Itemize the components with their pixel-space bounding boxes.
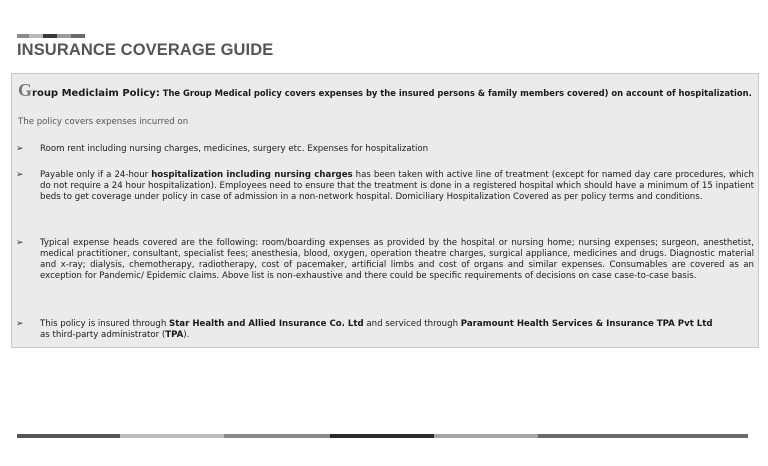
tpa-abbreviation: TPA — [165, 330, 184, 341]
list-item — [16, 170, 754, 203]
page-title: INSURANCE COVERAGE GUIDE — [17, 41, 274, 59]
heading-policy-name: roup Mediclaim Policy: — [32, 88, 160, 99]
bullet-text-segment: and serviced through — [363, 319, 461, 329]
policy-heading — [18, 80, 752, 101]
bullet-text-segment: has been taken with active line of treatment (except for named day care procedures, which do not require a 24 hour hospitalization). Employees need to ensure that the treatment is done in a registered hospital which should have a minimum of 15 inpatient beds to get coverage under policy in case of admission in a non-network hospital. Domiciliary Hospitalization Covered as per policy terms and conditions. — [40, 170, 754, 203]
footer-decoration-bar — [17, 434, 748, 438]
bullet-text-segment: Payable only if a 24-hour — [40, 170, 152, 180]
decoration-segment — [17, 434, 120, 438]
bullet-text-segment: ). — [183, 330, 190, 341]
arrow-bullet-icon: ➢ — [16, 170, 24, 180]
decoration-segment — [224, 434, 330, 438]
policy-panel — [11, 73, 759, 348]
list-item — [16, 144, 754, 155]
decoration-segment — [538, 434, 748, 438]
arrow-bullet-icon: ➢ — [16, 238, 24, 248]
tpa-name: Paramount Health Services & Insurance TPA Pvt Ltd — [460, 319, 713, 329]
arrow-bullet-icon: ➢ — [16, 144, 24, 154]
decoration-segment — [57, 34, 71, 38]
bullet-text-segment: as third-party administrator ( — [40, 330, 166, 341]
bullet-text: Typical expense heads covered are the following: room/boarding expenses as provided by the hospital or nursing home; nursing expenses; surgeon, anesthetist, medical practitioner, consultant, specialist fees; anesthesia, blood, oxygen, operation theatre charges, surgical appliance, medicines and drugs. Diagnostic material and x-ray; dialysis, chemotherapy, radiotherapy, cost of pacemaker, artificial limbs and cost of organs and similar expenses. Consumables are covered as an exception for Pandemic/ Epidemic claims. Above list is non-exhaustive and there could be specific requirements of decisions on case case-to-case basis. — [40, 238, 754, 282]
decoration-segment — [17, 34, 29, 38]
bullet-bold-segment: hospitalization including nursing charges — [151, 170, 353, 180]
decoration-segment — [71, 34, 85, 38]
bullet-text — [40, 319, 720, 341]
decoration-segment — [29, 34, 43, 38]
decoration-segment — [434, 434, 538, 438]
title-decoration-bar — [17, 34, 85, 38]
heading-drop-letter: G — [18, 80, 33, 100]
insurer-name: Star Health and Allied Insurance Co. Ltd — [169, 319, 364, 329]
bullet-text-segment: This policy is insured through — [40, 319, 169, 329]
intro-text: The policy covers expenses incurred on — [18, 117, 189, 127]
heading-description: The Group Medical policy covers expenses by the insured persons & family members covered) on account of hospitalization. — [162, 88, 752, 98]
decoration-segment — [330, 434, 434, 438]
decoration-segment — [120, 434, 224, 438]
bullet-text: Room rent including nursing charges, medicines, surgery etc. Expenses for hospitalization — [40, 144, 429, 154]
decoration-segment — [43, 34, 57, 38]
arrow-bullet-icon: ➢ — [16, 319, 24, 329]
list-item — [16, 319, 754, 341]
bullet-text — [40, 170, 754, 203]
list-item — [16, 238, 754, 282]
